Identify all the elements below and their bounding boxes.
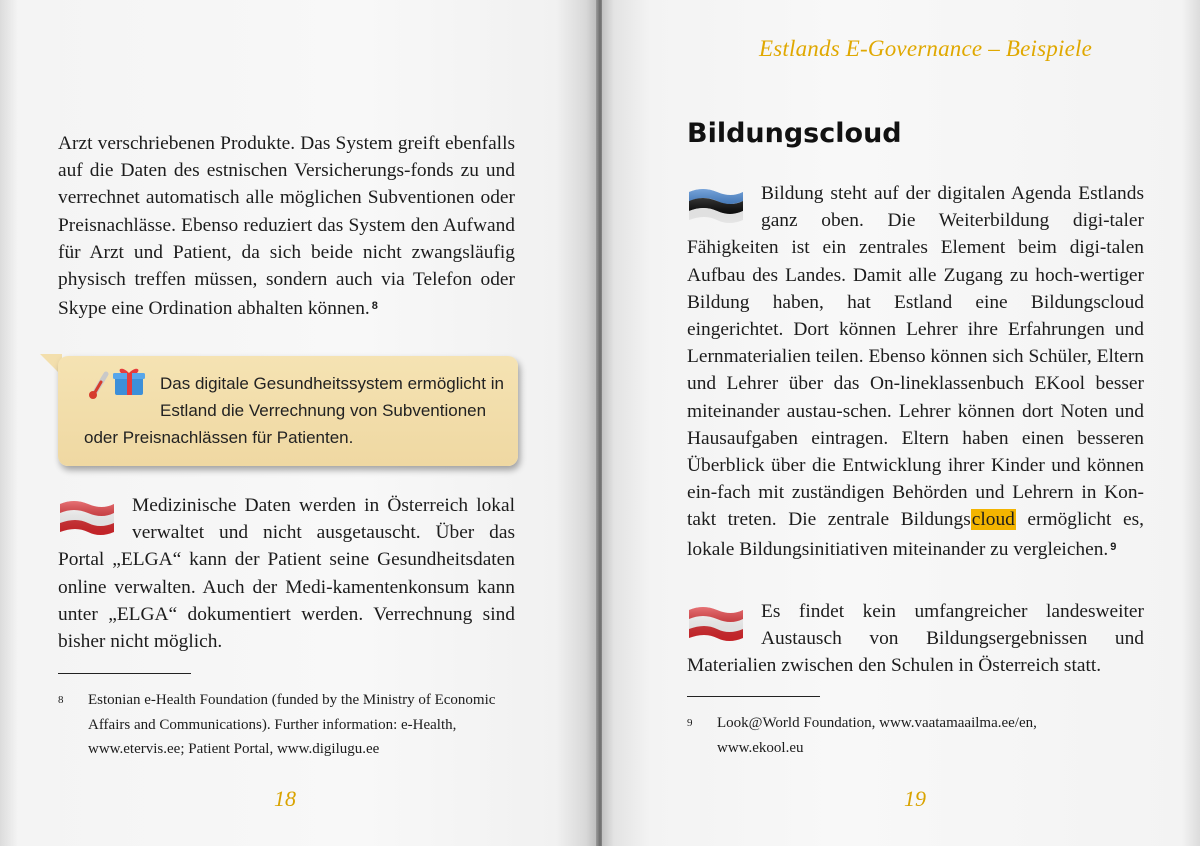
footnote-8 (58, 688, 528, 762)
austria-paragraph-left (58, 492, 515, 655)
austria-paragraph-left-text: Medizinische Daten werden in Österreich lokal verwaltet und nicht ausgetauscht. Über das Portal „ELGA“ kann der Patient seine Gesundheitsdaten online verwalten. Auch der Medi-kamentenkonsum kann unter „ELGA“ dokumentiert werden. Verrechnung sind bisher nicht möglich. (58, 495, 515, 653)
running-head: Estlands E-Governance – Beispiele (759, 36, 1092, 61)
intro-paragraph-text: Arzt verschriebenen Produkte. Das System greift ebenfalls auf die Daten des estnischen Versicherungs-fonds zu und verrechnet automatisch alle möglichen Subventionen oder Preisnachlässe. Ebenso reduziert das System den Aufwand für Arzt und Patient, da sich beide nicht zwangsläufig physisch treffen müssen, sondern auch via Telefon oder Skype eine Ordination abhalten können. (58, 133, 515, 320)
footnote-ref-9[interactable]: 9 (1110, 540, 1117, 553)
thermometer-icon (86, 370, 112, 400)
callout-text: Das digitale Gesundheitssystem ermöglicht in Estland die Verrechnung von Subventionen oder Preisnachlässen für Patienten. (84, 374, 504, 447)
page-number-left: 18 (274, 786, 296, 811)
callout-icons (84, 370, 160, 400)
footnote-text: Estonian e-Health Foundation (funded by the Ministry of Economic Affairs and Communications). Further information: e-Health, www.etervis.ee; Patient Portal, www.digilugu.ee (88, 692, 496, 757)
footnote-divider (687, 696, 820, 697)
footnote-number: 9 (687, 717, 693, 729)
footnote-text: Look@World Foundation, www.vaatamaailma.ee/en, www.ekool.eu (717, 715, 1037, 756)
left-page (0, 0, 598, 846)
right-page (602, 0, 1200, 846)
estonia-paragraph (687, 180, 1144, 563)
highlighted-word: cloud (971, 509, 1015, 531)
footnote-ref-8[interactable]: 8 (371, 300, 378, 313)
estonia-paragraph-text-after: ermöglicht es, lokale Bildungsinitiativen miteinander zu vergleichen. (687, 509, 1144, 560)
callout-text-block (84, 370, 514, 451)
estonia-paragraph-text-before: Bildung steht auf der digitalen Agenda Estlands ganz oben. Die Weiterbildung digi-taler Fähigkeiten ist ein zentrales Element beim digi-talen Aufbau des Landes. Damit alle Zugang zu hoch-wertiger Bildung haben, hat Estland eine Bildungscloud eingerichtet. Dort können Lehrer ihre Erfahrungen und Lernmaterialien teilen. Ebenso können sich Schüler, Eltern und Lehrer über das On-lineklassenbuch EKool besser miteinander austau-schen. Lehrer können dort Noten und Hausaufgaben eintragen. Eltern haben einen besseren Überblick über die Entwicklung ihrer Kinder und können ein-fach mit zuständigen Behörden und Lehrern in Kon-takt treten. Die zentrale Bildungs (687, 183, 1144, 531)
section-heading: Bildungscloud (687, 118, 902, 149)
estonia-flag-icon (687, 184, 745, 226)
footnote-number: 8 (58, 694, 64, 706)
footnote-divider (58, 673, 191, 674)
austria-flag-icon (58, 496, 116, 538)
footnote-9 (687, 711, 1087, 760)
intro-paragraph (58, 130, 515, 322)
page-number-right: 19 (904, 786, 926, 811)
gift-icon (112, 366, 146, 396)
austria-paragraph-right (687, 598, 1144, 680)
info-callout-box (58, 356, 518, 466)
austria-flag-icon (687, 602, 745, 644)
austria-paragraph-right-text: Es findet kein umfangreicher landesweiter Austausch von Bildungsergebnissen und Materialien zwischen den Schulen in Österreich statt. (687, 601, 1144, 677)
